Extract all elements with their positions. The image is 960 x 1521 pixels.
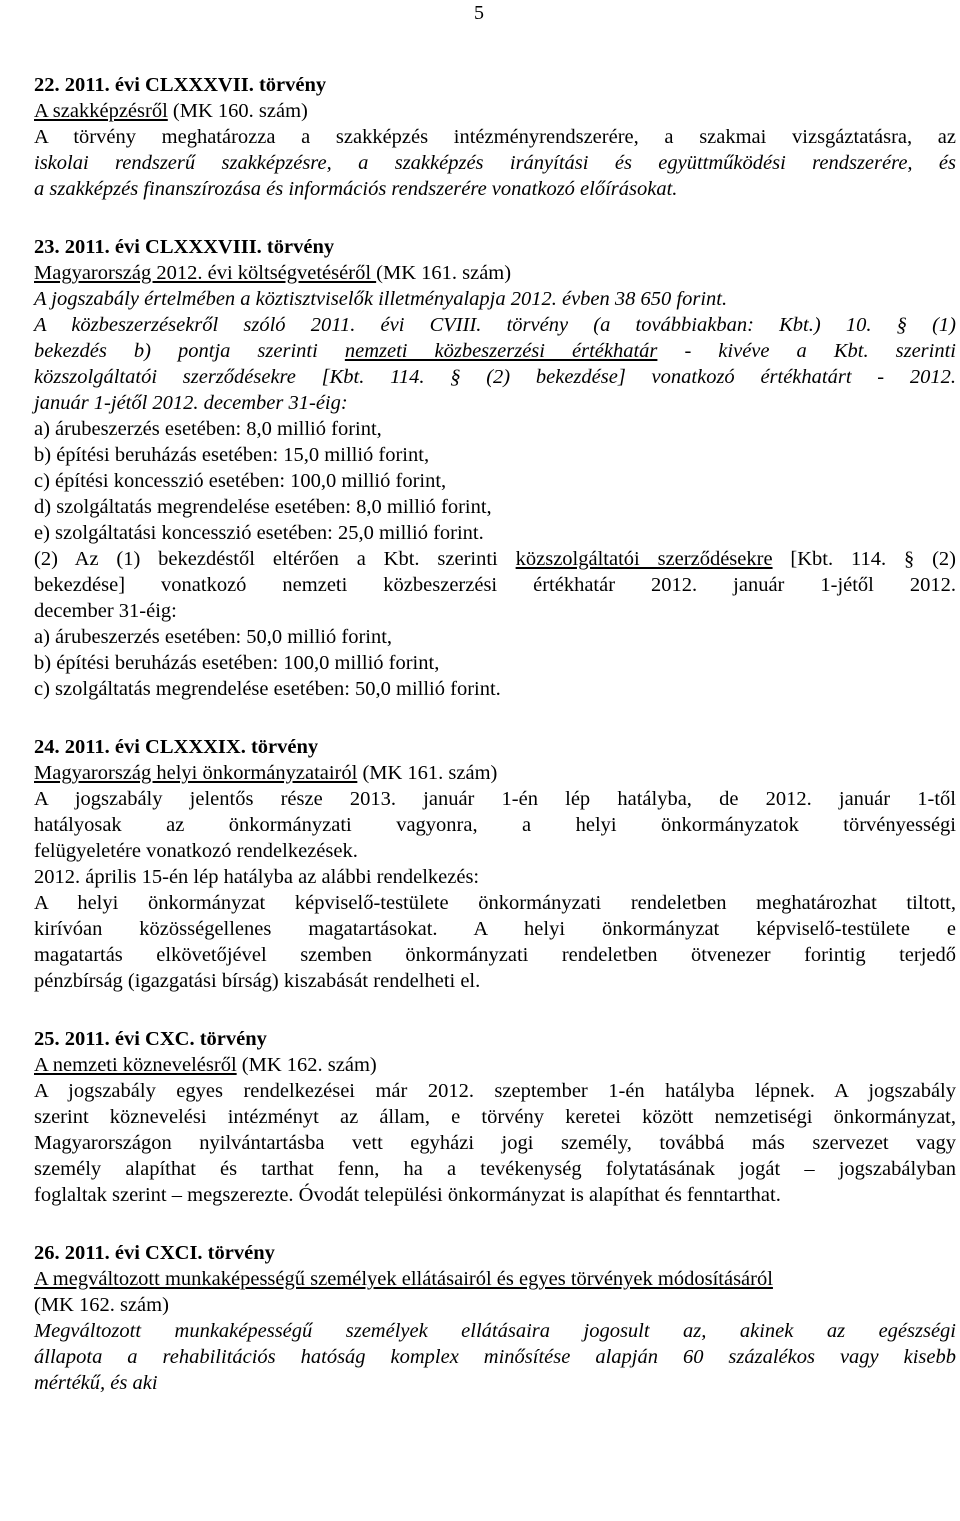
section-25-subtitle xyxy=(34,1052,377,1078)
section-25-title: A nemzeti köznevelésről xyxy=(34,1054,237,1076)
section-24-line: 2012. április 15-én lép hatályba az alábbi rendelkezés: xyxy=(34,866,480,888)
list-item: b) építési beruházás esetében: 15,0 millió forint, xyxy=(34,444,430,466)
list-item: e) szolgáltatási koncesszió esetében: 25,0 millió forint. xyxy=(34,522,484,544)
list-item: c) építési koncesszió esetében: 100,0 millió forint, xyxy=(34,470,447,492)
underlined-term: közszolgáltatói szerződésekre xyxy=(515,548,773,570)
section-23-heading: 23. 2011. évi CLXXXVIII. törvény xyxy=(34,236,335,258)
section-23-title: Magyarország 2012. évi költségvetéséről xyxy=(34,262,377,284)
section-25-line: A jogszabály egyes rendelkezései már 2012. szeptember 1-én hatályba lépnek. A jogszabály xyxy=(34,1080,956,1102)
section-26-ref: (MK 162. szám) xyxy=(34,1294,169,1316)
section-26-subtitle xyxy=(34,1266,773,1292)
section-25-line: foglaltak szerint – megszerezte. Óvodát települési önkormányzat is alapíthat és fenntarthat. xyxy=(34,1184,781,1206)
section-22-subtitle xyxy=(34,98,308,124)
page-number: 5 xyxy=(474,2,484,24)
underlined-term: nemzeti közbeszerzési értékhatár xyxy=(344,340,658,362)
section-22-ref: (MK 160. szám) xyxy=(167,100,308,122)
section-23-ref: (MK 161. szám) xyxy=(376,262,512,284)
section-25-line: személy alapíthat és tarthat fenn, ha a tevékenység folytatásának jogát – jogszabályban xyxy=(34,1158,956,1180)
section-24-heading: 24. 2011. évi CLXXXIX. törvény xyxy=(34,736,319,758)
section-23-line xyxy=(34,338,956,364)
section-22-heading: 22. 2011. évi CLXXXVII. törvény xyxy=(34,74,327,96)
section-23-line: A jogszabály értelmében a köztisztviselők illetményalapja 2012. évben 38 650 forint. xyxy=(34,288,728,310)
list-item: c) szolgáltatás megrendelése esetében: 50,0 millió forint. xyxy=(34,678,501,700)
section-24-line: magatartás elkövetőjével szemben önkormányzati rendeletben ötvenezer forintig terjedő xyxy=(34,944,956,966)
section-22-line: A törvény meghatározza a szakképzés intézményrendszerére, a szakmai vizsgáztatásra, az xyxy=(34,126,956,148)
section-24-line: A jogszabály jelentős része 2013. január 1-én lép hatályba, de 2012. január 1-től xyxy=(34,788,956,810)
section-23-subtitle xyxy=(34,260,511,286)
section-22-line: a szakképzés finanszírozása és információs rendszerére vonatkozó előírásokat. xyxy=(34,178,678,200)
section-23-line: bekezdése] vonatkozó nemzeti közbeszerzési értékhatár 2012. január 1-jétől 2012. xyxy=(34,574,956,596)
text-run: bekezdés b) pontja szerinti xyxy=(34,340,345,362)
text-run: - kivéve a Kbt. szerinti xyxy=(657,340,956,362)
section-24-subtitle xyxy=(34,760,497,786)
section-23-line: közszolgáltatói szerződésekre [Kbt. 114. § (2) bekezdése] vonatkozó értékhatárt - 2012. xyxy=(34,366,956,388)
section-26-heading: 26. 2011. évi CXCI. törvény xyxy=(34,1242,275,1264)
section-25-line: Magyarországon nyilvántartásba vett egyházi jogi személy, továbbá más szervezet vagy xyxy=(34,1132,956,1154)
section-23-line: A közbeszerzésekről szóló 2011. évi CVIII. törvény (a továbbiakban: Kbt.) 10. § (1) xyxy=(34,314,956,336)
section-24-line: kirívóan közösségellenes magatartásokat. A helyi önkormányzat képviselő-testülete e xyxy=(34,918,956,940)
text-run: [Kbt. 114. § (2) xyxy=(772,548,956,570)
section-24-line: felügyeletére vonatkozó rendelkezések. xyxy=(34,840,358,862)
section-24-line: pénzbírság (igazgatási bírság) kiszabását rendelheti el. xyxy=(34,970,481,992)
list-item: b) építési beruházás esetében: 100,0 millió forint, xyxy=(34,652,440,674)
section-26-title: A megváltozott munkaképességű személyek ellátásairól és egyes törvények módosításáról xyxy=(34,1268,773,1290)
section-24-line: hatályosak az önkormányzati vagyonra, a helyi önkormányzatok törvényességi xyxy=(34,814,956,836)
section-26-line: Megváltozott munkaképességű személyek ellátásaira jogosult az, akinek az egészségi xyxy=(34,1320,956,1342)
section-24-line: A helyi önkormányzat képviselő-testülete önkormányzati rendeletben meghatározhat tiltott, xyxy=(34,892,956,914)
section-23-line: január 1-jétől 2012. december 31-éig: xyxy=(34,392,348,414)
section-25-heading: 25. 2011. évi CXC. törvény xyxy=(34,1028,267,1050)
section-26-line: állapota a rehabilitációs hatóság komplex minősítése alapján 60 százalékos vagy kisebb xyxy=(34,1346,956,1368)
section-24-title: Magyarország helyi önkormányzatairól xyxy=(34,762,358,784)
section-23-line xyxy=(34,546,956,572)
section-25-ref: (MK 162. szám) xyxy=(236,1054,377,1076)
list-item: a) árubeszerzés esetében: 8,0 millió forint, xyxy=(34,418,382,440)
section-22-line: iskolai rendszerű szakképzésre, a szakképzés irányítási és együttműködési rendszerére, és xyxy=(34,152,956,174)
list-item: d) szolgáltatás megrendelése esetében: 8,0 millió forint, xyxy=(34,496,492,518)
list-item: a) árubeszerzés esetében: 50,0 millió forint, xyxy=(34,626,393,648)
section-23-line: december 31-éig: xyxy=(34,600,177,622)
section-22-title: A szakképzésről xyxy=(34,100,168,122)
section-26-line: mértékű, és aki xyxy=(34,1372,158,1394)
section-25-line: szerint köznevelési intézményt az állam, e törvény keretei között nemzetiségi önkormányzat, xyxy=(34,1106,956,1128)
text-run: (2) Az (1) bekezdéstől eltérően a Kbt. szerinti xyxy=(34,548,516,570)
section-24-ref: (MK 161. szám) xyxy=(357,762,498,784)
